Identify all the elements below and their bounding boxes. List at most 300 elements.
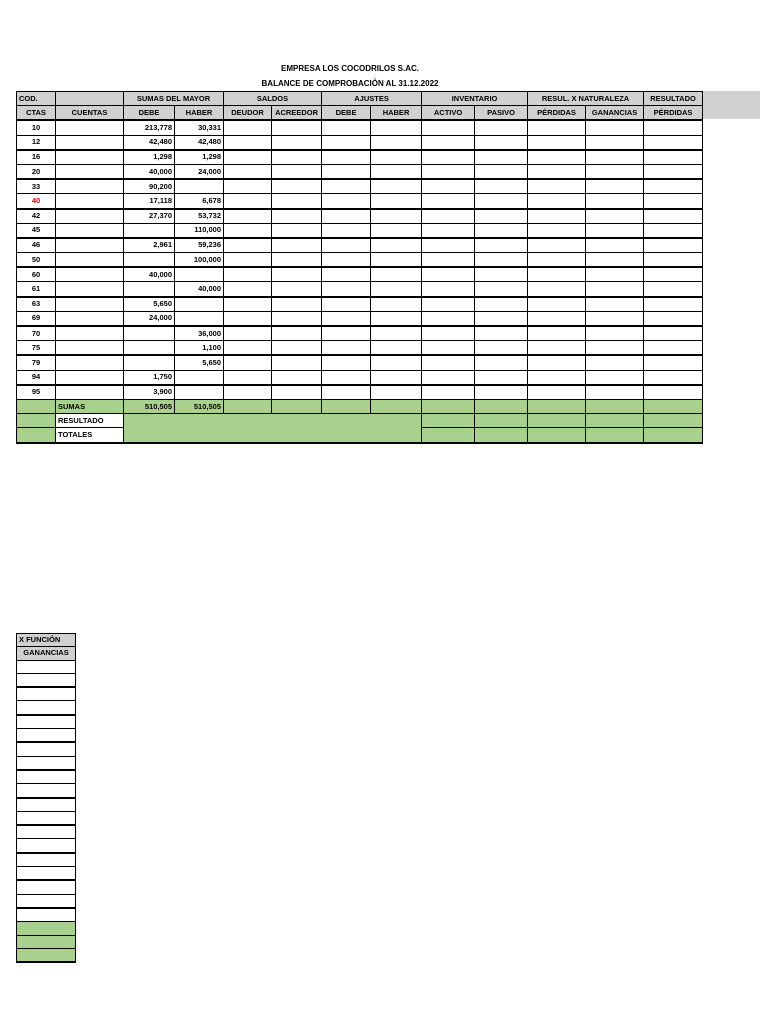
total-cell (17, 935, 76, 948)
table-row (17, 341, 703, 356)
empty-cell (644, 164, 703, 179)
mayor-debe: 1,298 (124, 150, 175, 165)
table-row (17, 150, 703, 165)
empty-cell (272, 341, 322, 356)
empty-cell (644, 253, 703, 268)
empty-cell (586, 150, 644, 165)
account-code: 75 (17, 341, 56, 356)
empty-cell (371, 385, 422, 400)
empty-cell (224, 267, 272, 282)
empty-cell (528, 282, 586, 297)
report-subtitle: BALANCE DE COMPROBACIÓN AL 31.12.2022 (261, 79, 439, 88)
empty-cell (528, 297, 586, 312)
header-row-2 (17, 106, 703, 121)
empty-cell (586, 341, 644, 356)
sumas-cell (475, 399, 528, 413)
empty-cell (322, 341, 371, 356)
account-name (56, 209, 124, 224)
empty-cell (17, 825, 76, 839)
mayor-debe: 5,650 (124, 297, 175, 312)
mayor-haber: 5,650 (175, 355, 224, 370)
list-item (17, 798, 76, 812)
empty-cell (528, 267, 586, 282)
sumas-haber: 510,505 (175, 399, 224, 413)
account-code: 95 (17, 385, 56, 400)
header-ajustes-haber: HABER (371, 106, 422, 121)
header-haber: HABER (175, 106, 224, 121)
account-code: 94 (17, 370, 56, 385)
empty-cell (17, 908, 76, 922)
empty-cell (422, 385, 475, 400)
empty-cell (528, 370, 586, 385)
resultado-cell (422, 414, 475, 428)
empty-cell (475, 385, 528, 400)
mayor-haber: 59,236 (175, 238, 224, 253)
account-code: 42 (17, 209, 56, 224)
empty-cell (528, 209, 586, 224)
empty-cell (224, 282, 272, 297)
empty-cell (17, 715, 76, 729)
mayor-haber: 30,331 (175, 120, 224, 135)
account-name (56, 194, 124, 209)
empty-cell (224, 326, 272, 341)
empty-cell (528, 341, 586, 356)
totales-cell (422, 428, 475, 443)
empty-cell (475, 150, 528, 165)
trial-balance-table (16, 91, 703, 444)
mayor-debe: 3,900 (124, 385, 175, 400)
list-item (17, 839, 76, 853)
empty-cell (272, 297, 322, 312)
header-acreedor: ACREEDOR (272, 106, 322, 121)
account-name (56, 311, 124, 326)
empty-cell (422, 150, 475, 165)
list-item (17, 701, 76, 715)
empty-cell (224, 253, 272, 268)
empty-cell (586, 326, 644, 341)
empty-cell (272, 238, 322, 253)
sumas-label: SUMAS (56, 399, 124, 413)
mayor-debe: 1,750 (124, 370, 175, 385)
account-name (56, 297, 124, 312)
empty-cell (528, 150, 586, 165)
empty-cell (17, 687, 76, 701)
empty-cell (586, 194, 644, 209)
header-saldos: SALDOS (224, 92, 322, 106)
mayor-haber: 100,000 (175, 253, 224, 268)
list-item (17, 660, 76, 673)
empty-cell (644, 297, 703, 312)
mayor-haber: 1,100 (175, 341, 224, 356)
mayor-debe (124, 355, 175, 370)
empty-cell (528, 385, 586, 400)
empty-cell (17, 784, 76, 798)
empty-cell (322, 120, 371, 135)
empty-cell (224, 179, 272, 194)
empty-cell (371, 370, 422, 385)
empty-cell (422, 341, 475, 356)
resultado-cell (644, 414, 703, 428)
mayor-debe: 40,000 (124, 267, 175, 282)
sumas-row (17, 399, 703, 413)
empty-cell (322, 135, 371, 150)
table-row (17, 120, 703, 135)
header-blank (56, 92, 124, 106)
list-item (17, 811, 76, 825)
account-code: 20 (17, 164, 56, 179)
header-ctas: CTAS (17, 106, 56, 121)
mayor-haber: 6,678 (175, 194, 224, 209)
list-item (17, 687, 76, 701)
account-name (56, 238, 124, 253)
empty-cell (322, 238, 371, 253)
empty-cell (422, 238, 475, 253)
table-row (17, 297, 703, 312)
account-code: 40 (17, 194, 56, 209)
empty-cell (272, 311, 322, 326)
empty-cell (371, 267, 422, 282)
empty-cell (422, 164, 475, 179)
empty-cell (422, 120, 475, 135)
mayor-debe: 213,778 (124, 120, 175, 135)
empty-cell (528, 179, 586, 194)
empty-cell (475, 267, 528, 282)
totales-cell (586, 428, 644, 443)
mayor-haber (175, 311, 224, 326)
table-row (17, 355, 703, 370)
empty-cell (475, 355, 528, 370)
empty-cell (224, 311, 272, 326)
header-cuentas: CUENTAS (56, 106, 124, 121)
mayor-haber (175, 179, 224, 194)
empty-cell (528, 311, 586, 326)
header-resul-naturaleza: RESUL. X NATURALEZA (528, 92, 644, 106)
empty-cell (644, 267, 703, 282)
empty-cell (322, 282, 371, 297)
empty-cell (422, 297, 475, 312)
company-title: EMPRESA LOS COCODRILOS S.AC. (281, 64, 419, 73)
header-inventario: INVENTARIO (422, 92, 528, 106)
table-row (17, 385, 703, 400)
empty-cell (644, 135, 703, 150)
empty-cell (422, 179, 475, 194)
empty-cell (371, 238, 422, 253)
empty-cell (17, 867, 76, 881)
empty-cell (224, 385, 272, 400)
table-row (17, 135, 703, 150)
empty-cell (17, 853, 76, 867)
resultado-cell (586, 414, 644, 428)
mayor-debe (124, 326, 175, 341)
x-funcion-header (17, 634, 76, 647)
empty-cell (475, 370, 528, 385)
list-item (17, 853, 76, 867)
empty-cell (322, 370, 371, 385)
mayor-haber: 24,000 (175, 164, 224, 179)
table-row (17, 311, 703, 326)
empty-cell (475, 253, 528, 268)
empty-cell (272, 120, 322, 135)
sumas-debe: 510,505 (124, 399, 175, 413)
list-item (17, 756, 76, 770)
empty-cell (224, 194, 272, 209)
account-name (56, 150, 124, 165)
empty-cell (17, 701, 76, 715)
empty-cell (644, 370, 703, 385)
empty-cell (272, 326, 322, 341)
empty-cell (371, 164, 422, 179)
empty-cell (586, 267, 644, 282)
list-item (17, 908, 76, 922)
header-deudor: DEUDOR (224, 106, 272, 121)
list-item (17, 715, 76, 729)
table-row (17, 164, 703, 179)
total-row (17, 948, 76, 962)
empty-cell (475, 209, 528, 224)
empty-cell (322, 326, 371, 341)
empty-cell (586, 253, 644, 268)
table-row (17, 253, 703, 268)
account-name (56, 120, 124, 135)
empty-cell (475, 326, 528, 341)
account-name (56, 135, 124, 150)
account-name (56, 282, 124, 297)
empty-cell (475, 282, 528, 297)
empty-cell (528, 253, 586, 268)
totales-cell (475, 428, 528, 443)
account-code: 10 (17, 120, 56, 135)
mayor-haber: 42,480 (175, 135, 224, 150)
header-grey-extension (702, 91, 760, 119)
empty-cell (422, 326, 475, 341)
empty-cell (528, 135, 586, 150)
empty-cell (272, 253, 322, 268)
header-ganancias: GANANCIAS (586, 106, 644, 121)
empty-cell (17, 770, 76, 784)
empty-cell (322, 311, 371, 326)
empty-cell (272, 282, 322, 297)
merged-green-block (124, 414, 422, 443)
empty-cell (528, 326, 586, 341)
empty-cell (586, 385, 644, 400)
empty-cell (644, 179, 703, 194)
empty-cell (17, 673, 76, 687)
mayor-debe (124, 223, 175, 238)
empty-cell (371, 194, 422, 209)
empty-cell (475, 311, 528, 326)
empty-cell (322, 150, 371, 165)
list-item (17, 673, 76, 687)
account-code: 46 (17, 238, 56, 253)
table-row (17, 267, 703, 282)
empty-cell (422, 370, 475, 385)
totales-label: TOTALES (56, 428, 124, 443)
mayor-haber (175, 267, 224, 282)
empty-cell (586, 223, 644, 238)
sumas-cell (644, 399, 703, 413)
empty-cell (322, 194, 371, 209)
list-item (17, 742, 76, 756)
empty-cell (272, 179, 322, 194)
empty-cell (371, 253, 422, 268)
empty-cell (322, 253, 371, 268)
empty-cell (272, 209, 322, 224)
mayor-debe (124, 282, 175, 297)
empty-cell (224, 223, 272, 238)
empty-cell (586, 355, 644, 370)
empty-cell (17, 798, 76, 812)
header-sumas-mayor: SUMAS DEL MAYOR (124, 92, 224, 106)
account-code: 50 (17, 253, 56, 268)
empty-cell (644, 355, 703, 370)
table-row (17, 326, 703, 341)
empty-cell (644, 150, 703, 165)
mayor-haber: 36,000 (175, 326, 224, 341)
account-code: 12 (17, 135, 56, 150)
empty-cell (644, 282, 703, 297)
header-row-1 (17, 92, 703, 106)
header-resultado-perdidas: PÉRDIDAS (644, 106, 703, 121)
empty-cell (322, 297, 371, 312)
total-row (17, 935, 76, 948)
empty-cell (475, 341, 528, 356)
mayor-debe (124, 253, 175, 268)
empty-cell (586, 209, 644, 224)
list-item (17, 880, 76, 894)
empty-cell (272, 135, 322, 150)
mayor-haber: 1,298 (175, 150, 224, 165)
sumas-cell (272, 399, 322, 413)
empty-cell (17, 811, 76, 825)
empty-cell (371, 209, 422, 224)
sumas-cell (586, 399, 644, 413)
empty-cell (224, 341, 272, 356)
empty-cell (322, 179, 371, 194)
empty-cell (422, 253, 475, 268)
x-funcion-label: X FUNCIÓN (17, 634, 76, 647)
empty-cell (586, 297, 644, 312)
empty-cell (644, 209, 703, 224)
account-code: 33 (17, 179, 56, 194)
empty-cell (224, 370, 272, 385)
table-row (17, 238, 703, 253)
empty-cell (371, 150, 422, 165)
resultado-row (17, 414, 703, 428)
sumas-cell (528, 399, 586, 413)
empty-cell (586, 120, 644, 135)
empty-cell (422, 267, 475, 282)
empty-cell (17, 742, 76, 756)
empty-cell (371, 135, 422, 150)
empty-cell (224, 164, 272, 179)
totales-code-cell (17, 428, 56, 443)
empty-cell (644, 385, 703, 400)
empty-cell (224, 238, 272, 253)
table-row (17, 194, 703, 209)
empty-cell (586, 311, 644, 326)
empty-cell (644, 223, 703, 238)
empty-cell (371, 297, 422, 312)
ganancias-label: GANANCIAS (17, 647, 76, 660)
header-debe: DEBE (124, 106, 175, 121)
empty-cell (272, 164, 322, 179)
empty-cell (422, 194, 475, 209)
empty-cell (422, 311, 475, 326)
table-row (17, 209, 703, 224)
mayor-debe: 17,118 (124, 194, 175, 209)
resultado-code-cell (17, 414, 56, 428)
empty-cell (528, 238, 586, 253)
empty-cell (17, 839, 76, 853)
total-cell (17, 948, 76, 962)
mayor-debe (124, 341, 175, 356)
ganancias-header (17, 647, 76, 660)
empty-cell (272, 194, 322, 209)
account-name (56, 341, 124, 356)
mayor-debe: 40,000 (124, 164, 175, 179)
empty-cell (272, 370, 322, 385)
header-cod: COD. (17, 92, 56, 106)
empty-cell (586, 370, 644, 385)
account-name (56, 164, 124, 179)
empty-cell (322, 209, 371, 224)
empty-cell (322, 164, 371, 179)
empty-cell (528, 164, 586, 179)
mayor-debe: 27,370 (124, 209, 175, 224)
empty-cell (224, 135, 272, 150)
mayor-debe: 42,480 (124, 135, 175, 150)
empty-cell (224, 355, 272, 370)
account-name (56, 326, 124, 341)
empty-cell (475, 297, 528, 312)
empty-cell (586, 282, 644, 297)
sumas-code-cell (17, 399, 56, 413)
empty-cell (371, 179, 422, 194)
list-item (17, 825, 76, 839)
empty-cell (422, 355, 475, 370)
empty-cell (422, 223, 475, 238)
mayor-haber (175, 370, 224, 385)
header-resultado: RESULTADO (644, 92, 703, 106)
empty-cell (528, 223, 586, 238)
empty-cell (322, 355, 371, 370)
x-funcion-table (16, 633, 76, 963)
empty-cell (224, 150, 272, 165)
empty-cell (644, 311, 703, 326)
empty-cell (272, 385, 322, 400)
account-code: 79 (17, 355, 56, 370)
empty-cell (224, 209, 272, 224)
table-row (17, 223, 703, 238)
sumas-cell (322, 399, 371, 413)
empty-cell (475, 164, 528, 179)
empty-cell (17, 880, 76, 894)
header-ajustes-debe: DEBE (322, 106, 371, 121)
empty-cell (371, 120, 422, 135)
list-item (17, 770, 76, 784)
header-activo: ACTIVO (422, 106, 475, 121)
empty-cell (528, 355, 586, 370)
empty-cell (475, 223, 528, 238)
sumas-cell (422, 399, 475, 413)
empty-cell (224, 120, 272, 135)
mayor-debe: 90,200 (124, 179, 175, 194)
empty-cell (586, 179, 644, 194)
empty-cell (371, 341, 422, 356)
mayor-debe: 2,961 (124, 238, 175, 253)
list-item (17, 894, 76, 908)
empty-cell (17, 660, 76, 673)
